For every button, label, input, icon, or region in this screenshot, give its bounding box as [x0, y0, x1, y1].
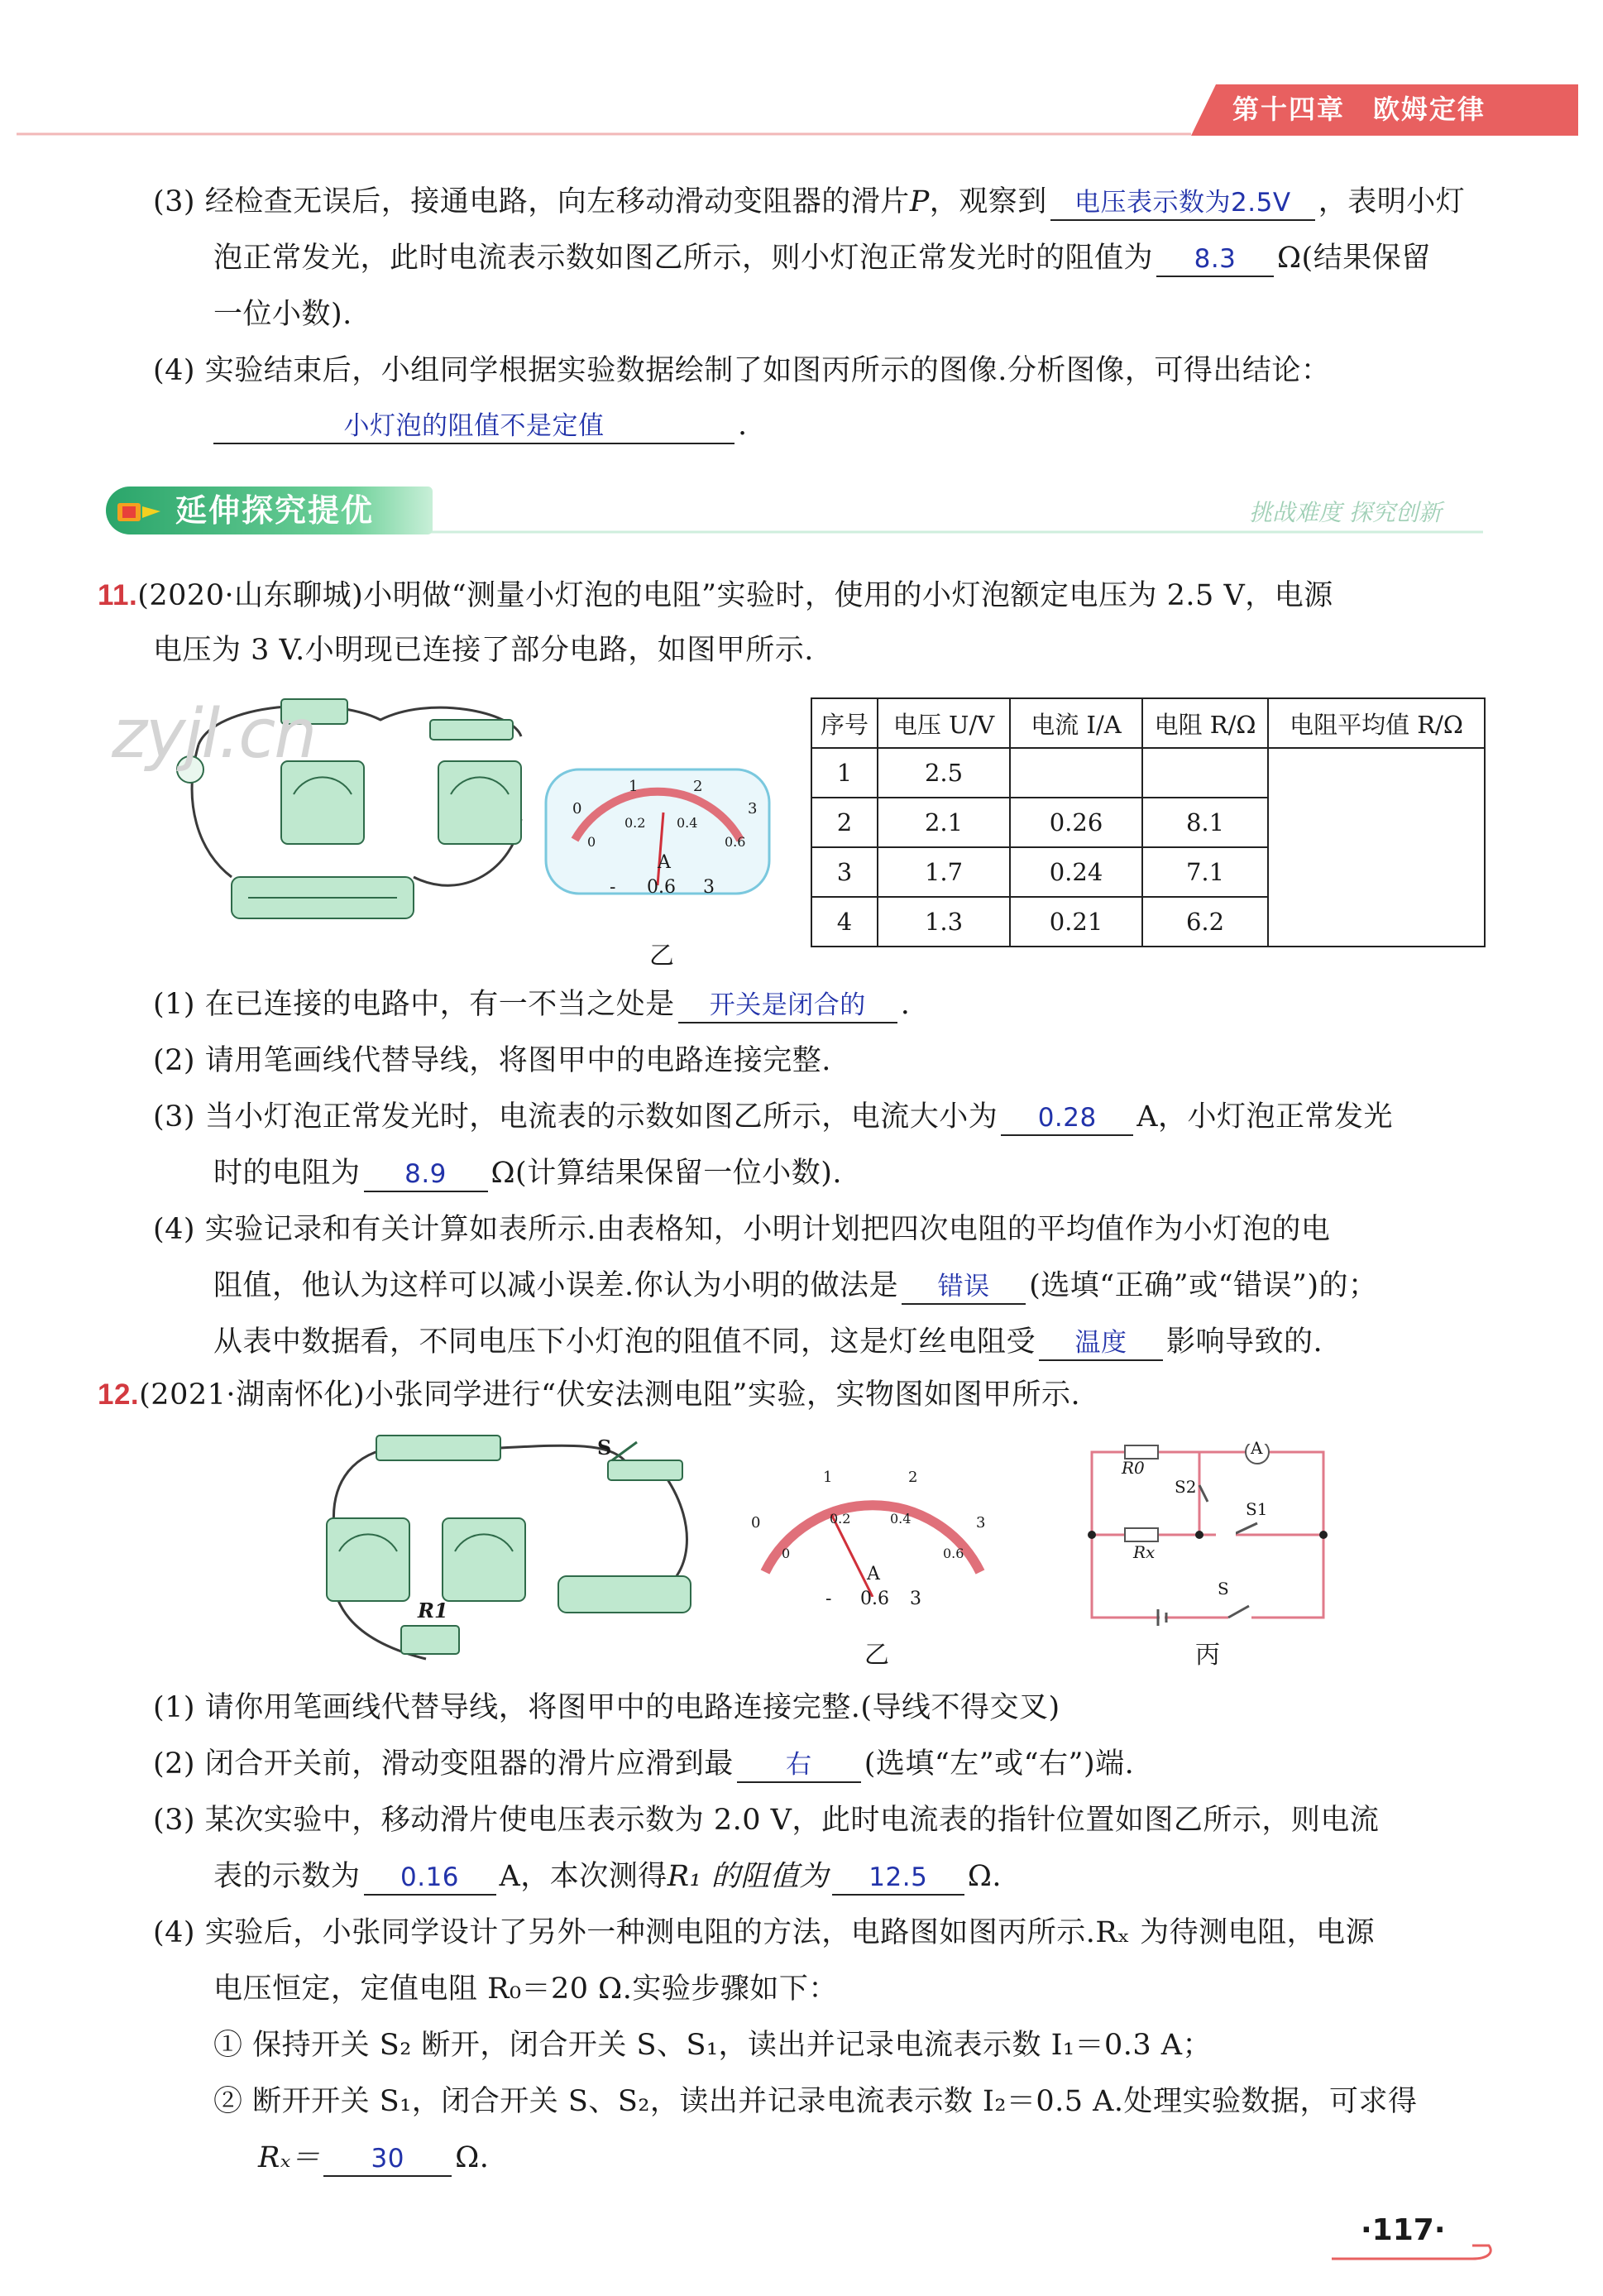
question-number: 11. [98, 579, 138, 611]
answer-blank[interactable]: 错误 [902, 1270, 1026, 1305]
table-cell: 0.21 [1010, 897, 1142, 947]
table-cell: 2.5 [878, 748, 1010, 798]
meter-tick: 0.4 [677, 815, 698, 831]
circuit-label: S [1218, 1579, 1229, 1599]
section-title: 延伸探究提优 [175, 492, 375, 529]
meter-terminal: - [825, 1589, 832, 1609]
meter-terminal: 0.6 [860, 1589, 889, 1609]
page-number: ·117· [1361, 2213, 1446, 2247]
figure-label: 丙 [1195, 1641, 1220, 1670]
q12-step1: ① 保持开关 S₂ 断开，闭合开关 S、S₁，读出并记录电流表示数 I₁＝0.3 A； [213, 2029, 1213, 2062]
question-number: 12. [98, 1378, 140, 1411]
q12-part2: (2) 闭合开关前，滑动变阻器的滑片应滑到最 右 (选填“左”或“右”)端. [153, 1744, 1134, 1784]
q11-part4-line2: 阻值，他认为这样可以减小误差.你认为小明的做法是 错误 (选填“正确”或“错误”)的； [213, 1266, 1378, 1306]
q12-stem: 12.(2021·湖南怀化)小张同学进行“伏安法测电阻”实验，实物图如图甲所示. [98, 1378, 1081, 1412]
table-cell: 7.1 [1142, 847, 1268, 897]
q10-part4-line2: 小灯泡的阻值不是定值 . [213, 405, 748, 445]
q12-step2: ② 断开开关 S₁，闭合开关 S、S₂，读出并记录电流表示数 I₂＝0.5 A.处理实验数据，可求得 [213, 2085, 1418, 2118]
q12-part4-line1: (4) 实验后，小张同学设计了另外一种测电阻的方法，电路图如图丙所示.Rₓ 为待测电阻，电源 [153, 1916, 1376, 1949]
q11-part3-line2: 时的电阻为 8.9 Ω(计算结果保留一位小数). [213, 1153, 842, 1193]
circuit-label: S2 [1175, 1477, 1197, 1497]
table-cell: 1.7 [878, 847, 1010, 897]
q12-part3-line2: 表的示数为 0.16 A，本次测得R₁ 的阻值为 12.5 Ω. [213, 1857, 1002, 1896]
circuit-label: R0 [1122, 1458, 1145, 1478]
table-cell [1010, 748, 1142, 798]
ammeter-label: A [1251, 1438, 1263, 1458]
q10-part4-line1: (4) 实验结束后，小组同学根据实验数据绘制了如图丙所示的图像.分析图像，可得出结论： [153, 354, 1331, 387]
circuit-label: Rx [1133, 1542, 1156, 1562]
section-subtitle: 挑战难度 探究创新 [1249, 499, 1442, 526]
table-row [811, 748, 1485, 798]
answer-blank[interactable]: 8.9 [364, 1158, 488, 1192]
page-number-underline [1332, 2234, 1497, 2267]
q11-part3-line1: (3) 当小灯泡正常发光时，电流表的示数如图乙所示，电流大小为 0.28 A，小灯泡正常发光 [153, 1097, 1393, 1137]
table-cell: 3 [811, 847, 878, 897]
meter-tick: 0 [572, 800, 582, 817]
table-cell: 0.26 [1010, 798, 1142, 847]
q10-part3-line2: 泡正常发光，此时电流表示数如图乙所示，则小灯泡正常发光时的阻值为 8.3 Ω(结果保留 [213, 238, 1431, 278]
q11-stem-line1: 11.(2020·山东聊城)小明做“测量小灯泡的电阻”实验时，使用的小灯泡额定电压为 2.5 V，电源 [98, 579, 1333, 612]
meter-tick: 3 [748, 800, 758, 817]
q11-part2: (2) 请用笔画线代替导线，将图甲中的电路连接完整. [153, 1044, 831, 1077]
q11-stem-line2: 电压为 3 V.小明现已连接了部分电路，如图甲所示. [153, 634, 814, 667]
q11-part1: (1) 在已连接的电路中，有一不当之处是 开关是闭合的 . [153, 985, 910, 1024]
figure-label: 乙 [649, 942, 674, 971]
table-cell: 4 [811, 897, 878, 947]
table-cell: 1 [811, 748, 878, 798]
table-cell: 2 [811, 798, 878, 847]
table-cell: 6.2 [1142, 897, 1268, 947]
q10-part3-line3: 一位小数). [213, 298, 352, 331]
answer-blank[interactable]: 电压表示数为2.5V [1050, 186, 1315, 221]
q11-part4-line3: 从表中数据看，不同电压下小灯泡的阻值不同，这是灯丝电阻受 温度 影响导致的. [213, 1322, 1323, 1362]
meter-tick: 0.2 [624, 815, 646, 831]
meter-tick: 0 [587, 834, 596, 850]
figure-label: R1 [418, 1599, 448, 1623]
table-cell: 0.24 [1010, 847, 1142, 897]
meter-tick: 2 [908, 1469, 918, 1486]
table-cell [1142, 748, 1268, 798]
meter-tick: 0 [751, 1514, 761, 1531]
q12-circuit-diagram [1084, 1444, 1332, 1630]
circuit-label: S1 [1246, 1499, 1268, 1519]
table-header: 序号 [811, 698, 878, 748]
table-header: 电阻平均值 R/Ω [1268, 698, 1485, 748]
table-header: 电阻 R/Ω [1142, 698, 1268, 748]
q10-part3-line1: (3) 经检查无误后，接通电路，向左移动滑动变阻器的滑片P，观察到 电压表示数为2.5V ，表明小灯 [153, 182, 1465, 222]
meter-tick: 0.2 [830, 1511, 851, 1527]
table-cell: 8.1 [1142, 798, 1268, 847]
meter-tick: 3 [976, 1514, 986, 1531]
q11-part4-line1: (4) 实验记录和有关计算如表所示.由表格知，小明计划把四次电阻的平均值作为小灯泡的电 [153, 1213, 1331, 1246]
answer-blank[interactable]: 小灯泡的阻值不是定值 [213, 410, 735, 444]
meter-tick: 1 [823, 1469, 833, 1486]
q12-circuit-figure [310, 1427, 699, 1675]
answer-blank[interactable]: 右 [737, 1748, 861, 1783]
q12-part4-line2: 电压恒定，定值电阻 R₀＝20 Ω.实验步骤如下： [213, 1972, 838, 2006]
meter-tick: 0.6 [725, 834, 746, 850]
meter-unit: A [867, 1564, 880, 1584]
table-cell: 1.3 [878, 897, 1010, 947]
meter-tick: 1 [629, 778, 639, 795]
table-header-row [811, 698, 1485, 748]
meter-terminal: 3 [910, 1589, 921, 1609]
q12-step3: Rₓ＝ 30 Ω. [258, 2138, 489, 2178]
meter-tick: 0.6 [943, 1546, 964, 1561]
q12-part1: (1) 请你用笔画线代替导线，将图甲中的电路连接完整.(导线不得交叉) [153, 1691, 1060, 1724]
meter-terminal: - [610, 877, 616, 898]
q11-data-table [811, 697, 1486, 947]
table-header: 电压 U/V [878, 698, 1010, 748]
answer-blank[interactable]: 0.16 [364, 1861, 496, 1896]
meter-terminal: 0.6 [647, 877, 676, 898]
q12-part3-line1: (3) 某次实验中，移动滑片使电压表示数为 2.0 V，此时电流表的指针位置如图乙所示，则电流 [153, 1804, 1380, 1837]
answer-blank[interactable]: 开关是闭合的 [678, 989, 897, 1023]
figure-label: 乙 [864, 1641, 889, 1670]
answer-blank[interactable]: 8.3 [1156, 242, 1274, 277]
table-cell-average [1268, 748, 1485, 947]
meter-unit: A [658, 852, 671, 873]
answer-blank[interactable]: 12.5 [832, 1861, 964, 1896]
chapter-title: 第十四章 欧姆定律 [1232, 93, 1486, 125]
answer-blank[interactable]: 0.28 [1001, 1101, 1133, 1136]
table-header: 电流 I/A [1010, 698, 1142, 748]
answer-blank[interactable]: 温度 [1039, 1326, 1163, 1361]
watermark: zyjl.cn [112, 695, 316, 774]
table-cell: 2.1 [878, 798, 1010, 847]
meter-tick: 0 [782, 1546, 791, 1561]
meter-terminal: 3 [703, 877, 715, 898]
figure-label: S [597, 1436, 612, 1460]
pencil-icon [116, 496, 165, 526]
meter-tick: 0.4 [890, 1511, 912, 1527]
meter-tick: 2 [693, 778, 703, 795]
answer-blank[interactable]: 30 [323, 2142, 452, 2177]
